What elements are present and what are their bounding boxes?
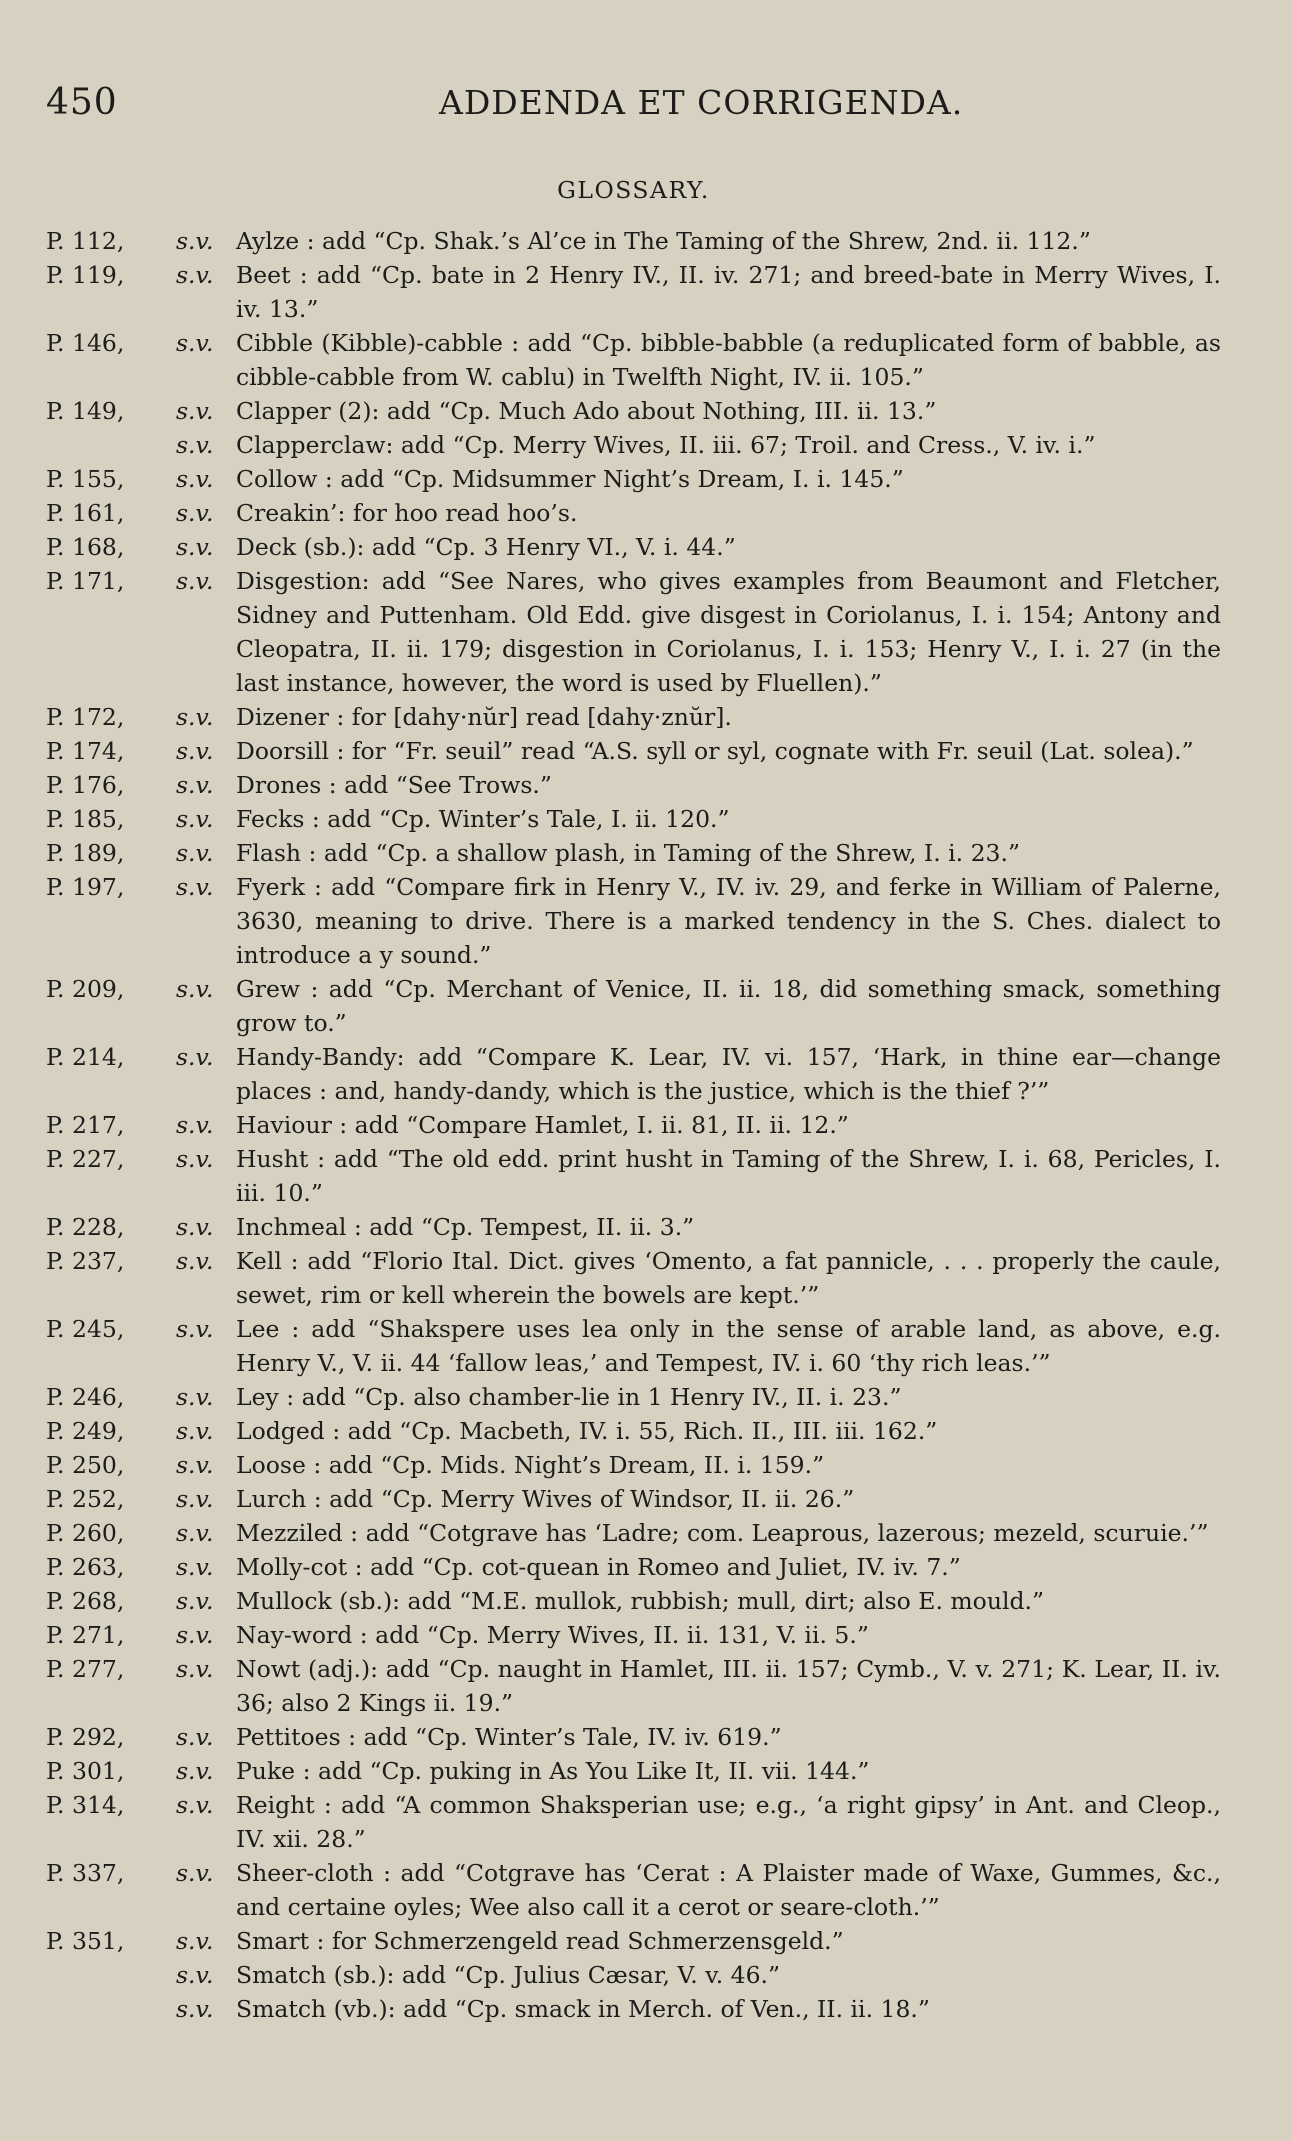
glossary-entry	[46, 1516, 1221, 1550]
entry-text: Mezziled : add “Cotgrave has ‘Ladre; com. Leaprous, lazerous; mezeld, scuruie.’”	[236, 1519, 1209, 1547]
page-reference: P. 149,	[46, 397, 125, 425]
glossary-entry	[46, 734, 1221, 768]
sv-label: s.v.	[176, 261, 214, 289]
page-reference: P. 171,	[46, 567, 125, 595]
glossary-entry	[46, 1992, 1221, 2026]
sv-label: s.v.	[176, 397, 214, 425]
glossary-entry	[46, 1244, 1221, 1312]
glossary-entry	[46, 496, 1221, 530]
entry-text: Aylze : add “Cp. Shak.’s Al’ce in The Taming of the Shrew, 2nd. ii. 112.”	[236, 227, 1091, 255]
entry-text: Flash : add “Cp. a shallow plash, in Taming of the Shrew, I. i. 23.”	[236, 839, 1020, 867]
entry-text: Husht : add “The old edd. print husht in Taming of the Shrew, I. i. 68, Pericles, I. iii. 10.”	[236, 1145, 1221, 1207]
sv-label: s.v.	[176, 839, 214, 867]
glossary-entry	[46, 1720, 1221, 1754]
glossary-entry	[46, 1856, 1221, 1924]
glossary-entry	[46, 564, 1221, 700]
sv-label: s.v.	[176, 1519, 214, 1547]
glossary-entry	[46, 258, 1221, 326]
entry-text: Ley : add “Cp. also chamber-lie in 1 Henry IV., II. i. 23.”	[236, 1383, 902, 1411]
entry-text: Smatch (sb.): add “Cp. Julius Cæsar, V. v. 46.”	[236, 1961, 781, 1989]
sv-label: s.v.	[176, 1655, 214, 1683]
sv-label: s.v.	[176, 1859, 214, 1887]
sv-label: s.v.	[176, 1417, 214, 1445]
sv-label: s.v.	[176, 737, 214, 765]
glossary-entry	[46, 1754, 1221, 1788]
page-reference: P. 146,	[46, 329, 125, 357]
entry-text: Drones : add “See Trows.”	[236, 771, 552, 799]
sv-label: s.v.	[176, 227, 214, 255]
sv-label: s.v.	[176, 1587, 214, 1615]
glossary-entry	[46, 1584, 1221, 1618]
sv-label: s.v.	[176, 1723, 214, 1751]
glossary-entry	[46, 1618, 1221, 1652]
page-reference: P. 351,	[46, 1927, 125, 1955]
entry-text: Sheer-cloth : add “Cotgrave has ‘Cerat : A Plaister made of Waxe, Gummes, &c., and certaine oyles; Wee also call it a cerot or seare-cloth.’”	[236, 1859, 1221, 1921]
sv-label: s.v.	[176, 1961, 214, 1989]
entry-text: Collow : add “Cp. Midsummer Night’s Dream, I. i. 145.”	[236, 465, 904, 493]
page-header	[46, 82, 1221, 134]
entry-text: Haviour : add “Compare Hamlet, I. ii. 81, II. ii. 12.”	[236, 1111, 849, 1139]
glossary-entry	[46, 972, 1221, 1040]
glossary-entry	[46, 1652, 1221, 1720]
sv-label: s.v.	[176, 499, 214, 527]
entry-text: Deck (sb.): add “Cp. 3 Henry VI., V. i. 44.”	[236, 533, 736, 561]
entry-text: Grew : add “Cp. Merchant of Venice, II. ii. 18, did something smack, something grow to.”	[236, 975, 1221, 1037]
glossary-entry	[46, 1108, 1221, 1142]
page-reference: P. 337,	[46, 1859, 125, 1887]
entry-text: Lurch : add “Cp. Merry Wives of Windsor, II. ii. 26.”	[236, 1485, 855, 1513]
page-reference: P. 155,	[46, 465, 125, 493]
page-reference: P. 292,	[46, 1723, 125, 1751]
entry-text: Creakin’: for hoo read hoo’s.	[236, 499, 578, 527]
entry-text: Puke : add “Cp. puking in As You Like It, II. vii. 144.”	[236, 1757, 870, 1785]
sv-label: s.v.	[176, 1927, 214, 1955]
sv-label: s.v.	[176, 1247, 214, 1275]
page-reference: P. 250,	[46, 1451, 125, 1479]
glossary-entry	[46, 768, 1221, 802]
entry-text: Fecks : add “Cp. Winter’s Tale, I. ii. 120.”	[236, 805, 730, 833]
page-reference: P. 119,	[46, 261, 125, 289]
sv-label: s.v.	[176, 329, 214, 357]
page-reference: P. 185,	[46, 805, 125, 833]
page-reference: P. 112,	[46, 227, 125, 255]
glossary-entry	[46, 1414, 1221, 1448]
entry-text: Doorsill : for “Fr. seuil” read “A.S. syll or syl, cognate with Fr. seuil (Lat. solea).”	[236, 737, 1194, 765]
sv-label: s.v.	[176, 465, 214, 493]
page-number: 450	[46, 82, 118, 123]
sv-label: s.v.	[176, 1213, 214, 1241]
sv-label: s.v.	[176, 805, 214, 833]
glossary-entry	[46, 326, 1221, 394]
sv-label: s.v.	[176, 703, 214, 731]
page-reference: P. 217,	[46, 1111, 125, 1139]
glossary-entry	[46, 802, 1221, 836]
page-reference: P. 227,	[46, 1145, 125, 1173]
glossary-entry	[46, 530, 1221, 564]
sv-label: s.v.	[176, 533, 214, 561]
entry-text: Nowt (adj.): add “Cp. naught in Hamlet, III. ii. 157; Cymb., V. v. 271; K. Lear, II. iv. 36; also 2 Kings ii. 19.”	[236, 1655, 1221, 1717]
sv-label: s.v.	[176, 567, 214, 595]
sv-label: s.v.	[176, 1145, 214, 1173]
entry-text: Clapper (2): add “Cp. Much Ado about Nothing, III. ii. 13.”	[236, 397, 937, 425]
glossary-entry	[46, 462, 1221, 496]
entry-text: Loose : add “Cp. Mids. Night’s Dream, II. i. 159.”	[236, 1451, 825, 1479]
glossary-entry	[46, 224, 1221, 258]
sv-label: s.v.	[176, 1757, 214, 1785]
entry-text: Smart : for Schmerzengeld read Schmerzensgeld.”	[236, 1927, 844, 1955]
sv-label: s.v.	[176, 873, 214, 901]
page-reference: P. 268,	[46, 1587, 125, 1615]
glossary-entry	[46, 1482, 1221, 1516]
page-reference: P. 263,	[46, 1553, 125, 1581]
page-reference: P. 249,	[46, 1417, 125, 1445]
glossary-entry	[46, 394, 1221, 428]
entry-text: Mullock (sb.): add “M.E. mullok, rubbish; mull, dirt; also E. mould.”	[236, 1587, 1045, 1615]
glossary-entry	[46, 1788, 1221, 1856]
page-reference: P. 172,	[46, 703, 125, 731]
entry-text: Clapperclaw: add “Cp. Merry Wives, II. iii. 67; Troil. and Cress., V. iv. i.”	[236, 431, 1096, 459]
sv-label: s.v.	[176, 1043, 214, 1071]
page-reference: P. 197,	[46, 873, 125, 901]
entry-text: Lodged : add “Cp. Macbeth, IV. i. 55, Rich. II., III. iii. 162.”	[236, 1417, 938, 1445]
entry-text: Inchmeal : add “Cp. Tempest, II. ii. 3.”	[236, 1213, 695, 1241]
glossary-entry	[46, 1924, 1221, 1958]
entry-text: Fyerk : add “Compare firk in Henry V., IV. iv. 29, and ferke in William of Palerne, 3630, meaning to drive. There is a marked tendency in the S. Ches. dialect to introduce a y sound.”	[236, 873, 1221, 969]
page-reference: P. 176,	[46, 771, 125, 799]
page-reference: P. 301,	[46, 1757, 125, 1785]
glossary-entry	[46, 1312, 1221, 1380]
glossary-entry	[46, 1380, 1221, 1414]
page-reference: P. 314,	[46, 1791, 125, 1819]
entry-text: Nay-word : add “Cp. Merry Wives, II. ii. 131, V. ii. 5.”	[236, 1621, 869, 1649]
glossary-entry	[46, 1958, 1221, 1992]
sv-label: s.v.	[176, 1485, 214, 1513]
sv-label: s.v.	[176, 1553, 214, 1581]
page-reference: P. 237,	[46, 1247, 125, 1275]
page-reference: P. 228,	[46, 1213, 125, 1241]
page-reference: P. 209,	[46, 975, 125, 1003]
page-reference: P. 214,	[46, 1043, 125, 1071]
sv-label: s.v.	[176, 431, 214, 459]
page-reference: P. 174,	[46, 737, 125, 765]
page-reference: P. 277,	[46, 1655, 125, 1683]
glossary-entry	[46, 836, 1221, 870]
sv-label: s.v.	[176, 1995, 214, 2023]
sv-label: s.v.	[176, 1111, 214, 1139]
sv-label: s.v.	[176, 1451, 214, 1479]
page-reference: P. 246,	[46, 1383, 125, 1411]
entry-text: Smatch (vb.): add “Cp. smack in Merch. of Ven., II. ii. 18.”	[236, 1995, 930, 2023]
entry-text: Beet : add “Cp. bate in 2 Henry IV., II. iv. 271; and breed-bate in Merry Wives, I. iv. 13.”	[236, 261, 1221, 323]
entry-text: Handy-Bandy: add “Compare K. Lear, IV. vi. 157, ‘Hark, in thine ear—change places : and, handy-dandy, which is the justice, which is the thief ?’”	[236, 1043, 1221, 1105]
glossary-entry	[46, 1448, 1221, 1482]
entry-text: Molly-cot : add “Cp. cot-quean in Romeo and Juliet, IV. iv. 7.”	[236, 1553, 961, 1581]
page-reference: P. 245,	[46, 1315, 125, 1343]
entry-text: Lee : add “Shakspere uses lea only in the sense of arable land, as above, e.g. Henry V., V. ii. 44 ‘fallow leas,’ and Tempest, IV. i. 60 ‘thy rich leas.’”	[236, 1315, 1221, 1377]
sv-label: s.v.	[176, 1315, 214, 1343]
page-reference: P. 271,	[46, 1621, 125, 1649]
glossary-entry	[46, 870, 1221, 972]
entry-text: Kell : add “Florio Ital. Dict. gives ‘Omento, a fat pannicle, . . . properly the caule, sewet, rim or kell wherein the bowels are kept.’”	[236, 1247, 1221, 1309]
entry-text: Disgestion: add “See Nares, who gives examples from Beaumont and Fletcher, Sidney and Puttenham. Old Edd. give disgest in Coriolanus, I. i. 154; Antony and Cleopatra, II. ii. 179; disgestion in Coriolanus, I. i. 153; Henry V., I. i. 27 (in the last instance, however, the word is used by Fluellen).”	[236, 567, 1221, 697]
page-reference: P. 161,	[46, 499, 125, 527]
sv-label: s.v.	[176, 975, 214, 1003]
glossary-entry	[46, 1142, 1221, 1210]
entry-text: Dizener : for [dahy·nŭr] read [dahy·znŭr].	[236, 703, 732, 731]
page-reference: P. 168,	[46, 533, 125, 561]
running-head: ADDENDA ET CORRIGENDA.	[439, 83, 964, 122]
sv-label: s.v.	[176, 1791, 214, 1819]
glossary-entry	[46, 700, 1221, 734]
entry-text: Pettitoes : add “Cp. Winter’s Tale, IV. iv. 619.”	[236, 1723, 782, 1751]
sv-label: s.v.	[176, 771, 214, 799]
glossary-entries	[46, 224, 1221, 2026]
glossary-entry	[46, 428, 1221, 462]
page-reference: P. 252,	[46, 1485, 125, 1513]
glossary-entry	[46, 1550, 1221, 1584]
entry-text: Cibble (Kibble)-cabble : add “Cp. bibble-babble (a reduplicated form of babble, as cibble-cabble from W. cablu) in Twelfth Night, IV. ii. 105.”	[236, 329, 1221, 391]
entry-text: Reight : add “A common Shaksperian use; e.g., ‘a right gipsy’ in Ant. and Cleop., IV. xii. 28.”	[236, 1791, 1221, 1853]
sv-label: s.v.	[176, 1621, 214, 1649]
glossary-entry	[46, 1040, 1221, 1108]
sv-label: s.v.	[176, 1383, 214, 1411]
page-reference: P. 260,	[46, 1519, 125, 1547]
section-title: GLOSSARY.	[557, 176, 710, 204]
glossary-entry	[46, 1210, 1221, 1244]
page-reference: P. 189,	[46, 839, 125, 867]
